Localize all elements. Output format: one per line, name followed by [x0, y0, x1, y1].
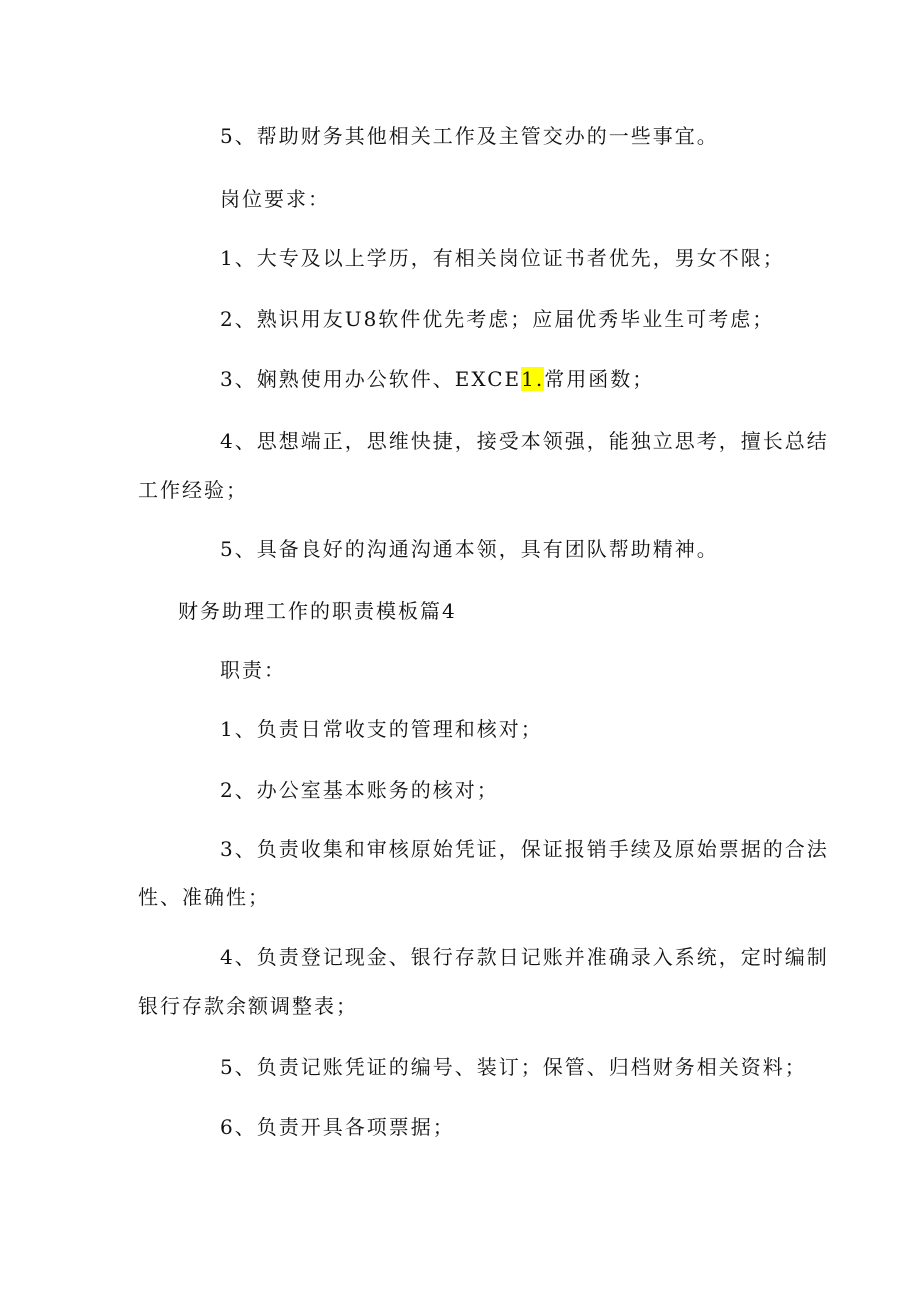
heading-job-requirements: 岗位要求： — [220, 187, 330, 211]
requirement-4-line-2: 工作经验； — [138, 478, 248, 502]
highlighted-text: 1. — [521, 367, 545, 391]
paragraph-duty-5: 5、帮助财务其他相关工作及主管交办的一些事宜。 — [220, 124, 719, 148]
duty-3-line-2: 性、准确性； — [138, 885, 270, 909]
duty-6: 6、负责开具各项票据； — [220, 1115, 455, 1139]
heading-duties: 职责： — [220, 658, 286, 682]
duty-2: 2、办公室基本账务的核对； — [220, 778, 499, 802]
requirement-3-text-b: 常用函数； — [544, 367, 655, 391]
duty-5: 5、负责记账凭证的编号、装订；保管、归档财务相关资料； — [220, 1055, 807, 1079]
duty-4-line-1: 4、负责登记现金、银行存款日记账并准确录入系统，定时编制 — [220, 945, 829, 969]
requirement-4-line-1: 4、思想端正，思维快捷，接受本领强，能独立思考，擅长总结 — [220, 429, 829, 453]
duty-1: 1、负责日常收支的管理和核对； — [220, 717, 543, 741]
requirement-3-text-a: 3、娴熟使用办公软件、EXCE — [220, 367, 522, 391]
requirement-2: 2、熟识用友U8软件优先考虑；应届优秀毕业生可考虑； — [220, 307, 775, 331]
requirement-1: 1、大专及以上学历，有相关岗位证书者优先，男女不限； — [220, 246, 785, 270]
section-heading: 财务助理工作的职责模板篇4 — [178, 599, 457, 623]
duty-4-line-2: 银行存款余额调整表； — [138, 994, 358, 1018]
requirement-5: 5、具备良好的沟通沟通本领，具有团队帮助精神。 — [220, 537, 719, 561]
requirement-3 — [220, 365, 654, 393]
duty-3-line-1: 3、负责收集和审核原始凭证，保证报销手续及原始票据的合法 — [220, 837, 829, 861]
